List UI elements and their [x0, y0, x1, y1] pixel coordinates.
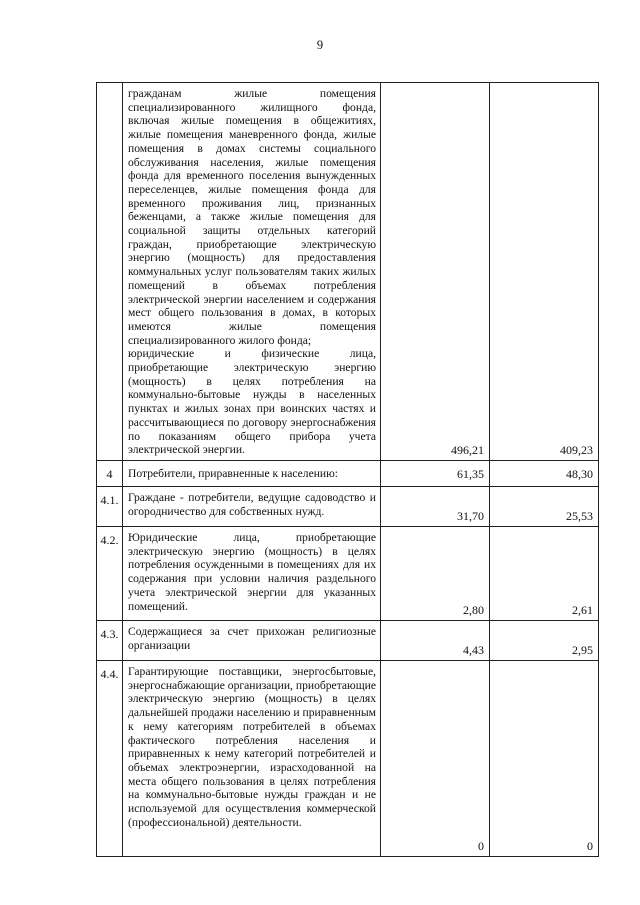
- row-number: [97, 83, 123, 461]
- table-row: [97, 661, 599, 857]
- row-value-2: 0: [490, 661, 599, 857]
- row-number: 4.4.: [97, 661, 123, 857]
- row-description: [123, 621, 381, 661]
- row-number: 4.2.: [97, 527, 123, 621]
- tariff-table: [96, 82, 599, 857]
- row-value-1: 2,80: [381, 527, 490, 621]
- description-paragraph: Потребители, приравненные к населению:: [128, 467, 339, 480]
- row-description: [123, 661, 381, 857]
- row-value-1: 61,35: [381, 461, 490, 487]
- description-paragraph: Юридические лица, приобретающие электрическую энергию (мощность) в целях потребления осужденными в помещениях для их содержания при условии наличия раздельного учета электрической энергии для указанных помещений.: [128, 531, 376, 613]
- table-row: [97, 83, 599, 461]
- description-paragraph: юридические и физические лица, приобретающие электрическую энергию (мощность) в целях потребления на коммунально-бытовые нужды в населенных пунктах и жилых зонах при воинских частях и рассчитывающиеся по договору энергоснабжения по показаниям общего прибора учета электрической энергии.: [128, 347, 376, 457]
- row-number: 4.3.: [97, 621, 123, 661]
- description-paragraph: Гарантирующие поставщики, энергосбытовые, энергоснабжающие организации, приобретающие электрическую энергию (мощность) в целях дальнейшей продажи населению и приравненным к нему категориям потребителей в объемах фактического потребления населения и приравненных к нему категорий потребителей и объемах электроэнергии, израсходованной на места общего пользования в целях потребления на коммунально-бытовые нужды граждан и не используемой для осуществления коммерческой (профессиональной) деятельности.: [128, 665, 376, 829]
- row-value-1: 0: [381, 661, 490, 857]
- row-description: [123, 83, 381, 461]
- row-value-2: 409,23: [490, 83, 599, 461]
- description-paragraph: Граждане - потребители, ведущие садоводство и огородничество для собственных нужд.: [128, 491, 376, 518]
- table-row: [97, 621, 599, 661]
- description-paragraph: гражданам жилые помещения специализированного жилищного фонда, включая жилые помещения в общежитиях, жилые помещения маневренного фонда, жилые помещения в домах системы социального обслуживания населения, жилые помещения фонда для временного поселения вынужденных переселенцев, жилые помещения фонда для временного проживания лиц, признанных беженцами, а также жилые помещения для социальной защиты отдельных категорий граждан, приобретающие электрическую энергию (мощность) для предоставления коммунальных услуг пользователям таких жилых помещений в объемах потребления электрической энергии населением и содержания мест общего пользования в домах, в которых имеются жилые помещения специализированного жилого фонда;: [128, 87, 376, 347]
- page-number: 9: [316, 38, 324, 52]
- row-value-2: 25,53: [490, 487, 599, 527]
- row-value-2: 2,95: [490, 621, 599, 661]
- row-description: [123, 527, 381, 621]
- row-description: [123, 461, 381, 487]
- row-number: 4.1.: [97, 487, 123, 527]
- table-row: [97, 487, 599, 527]
- row-value-1: 4,43: [381, 621, 490, 661]
- row-value-2: 2,61: [490, 527, 599, 621]
- table-row: [97, 527, 599, 621]
- row-value-1: 496,21: [381, 83, 490, 461]
- row-number: 4: [97, 461, 123, 487]
- row-description: [123, 487, 381, 527]
- description-paragraph: Содержащиеся за счет прихожан религиозные организации: [128, 625, 376, 652]
- row-value-2: 48,30: [490, 461, 599, 487]
- row-value-1: 31,70: [381, 487, 490, 527]
- table-row: [97, 461, 599, 487]
